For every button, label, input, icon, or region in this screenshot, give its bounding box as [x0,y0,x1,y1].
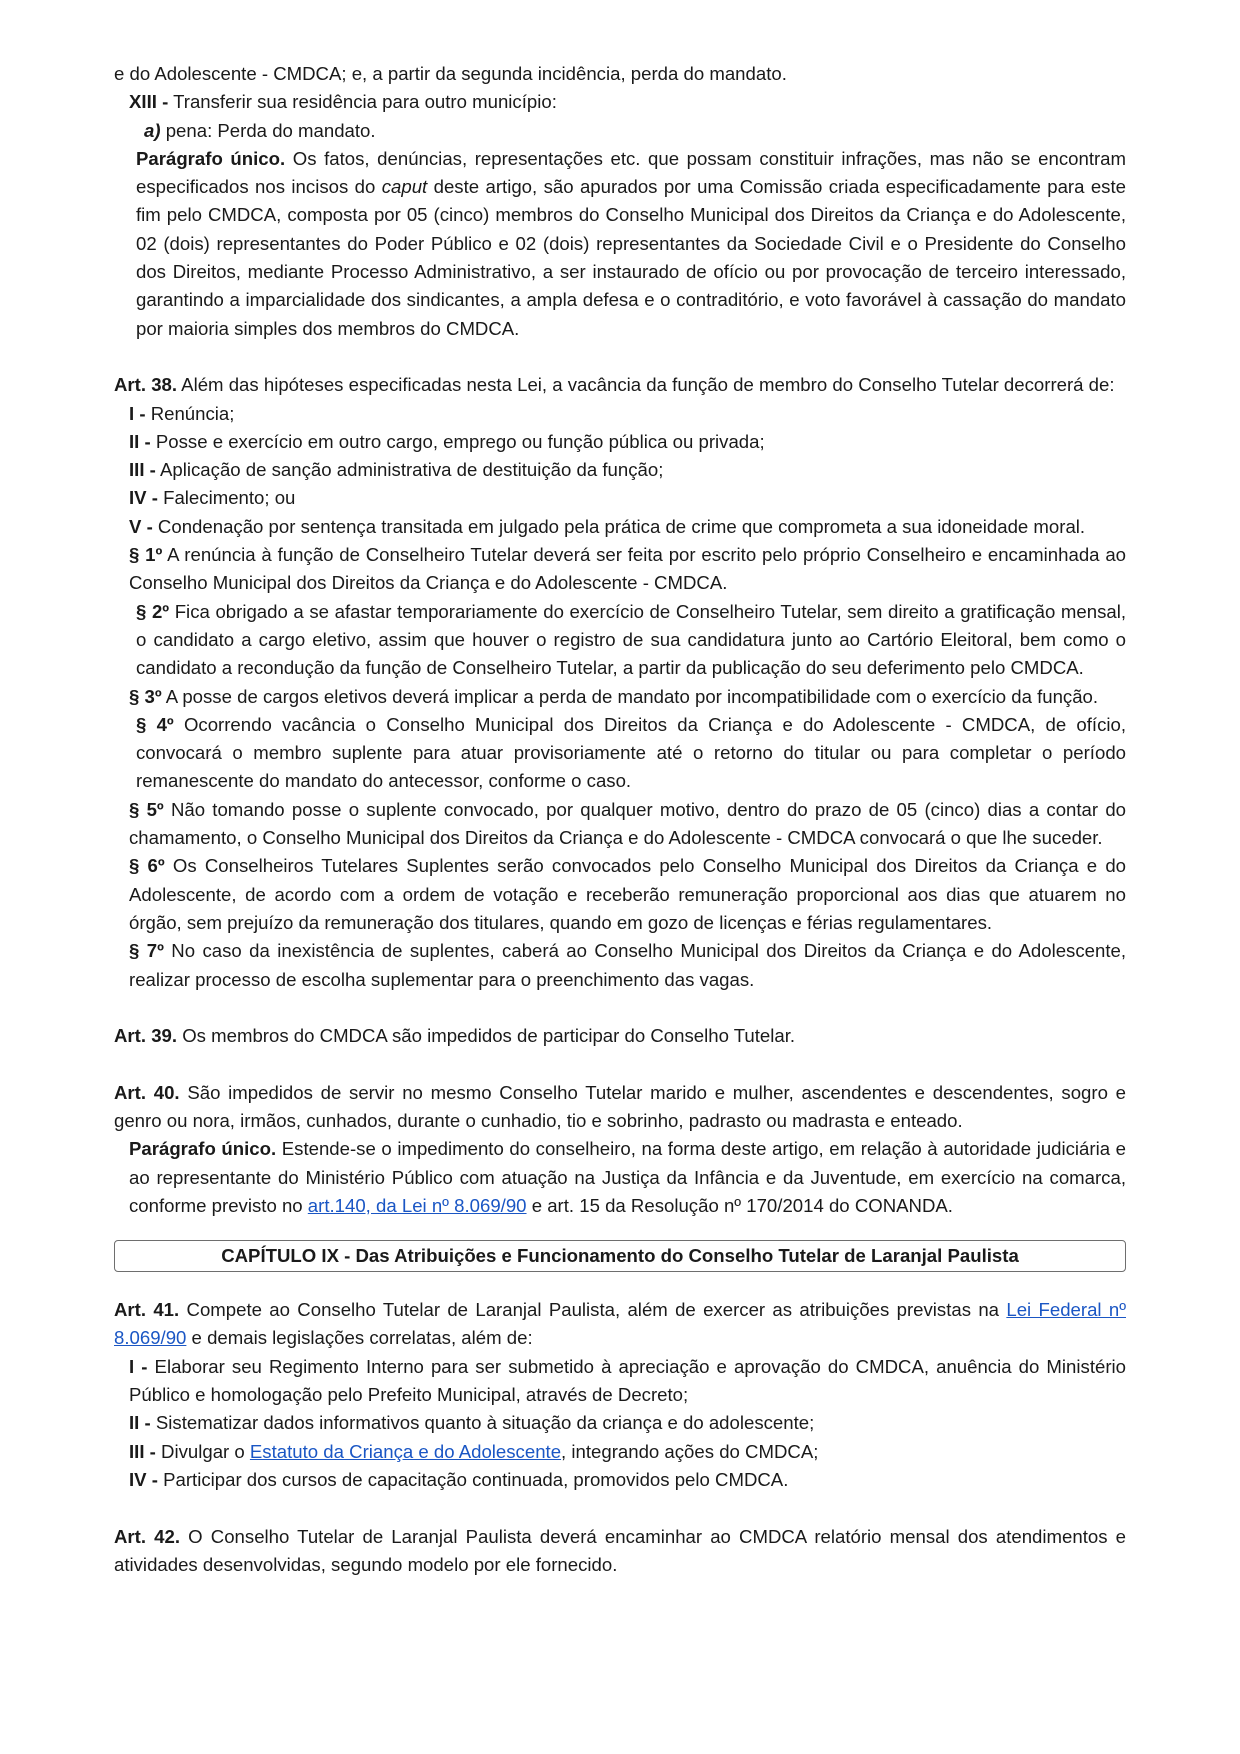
inciso-text: Posse e exercício em outro cargo, emprego ou função pública ou privada; [150,430,765,452]
paragrafo-unico-art37 [114,145,1126,343]
inciso [114,1353,1126,1410]
caput-term: caput [381,176,428,198]
chapter-heading: CAPÍTULO IX - Das Atribuições e Funcionamento do Conselho Tutelar de Laranjal Paulista [114,1240,1126,1272]
inciso-number: I - [129,402,146,424]
inciso [114,400,1126,428]
inciso-number: III - [129,459,156,481]
section-number: § 1º [129,544,163,566]
article-text: Compete ao Conselho Tutelar de Laranjal Paulista, além de exercer as atribuições previstas na [179,1299,1007,1321]
inciso-text: Transferir sua residência para outro município: [168,91,557,113]
section-number: § 2º [136,600,170,622]
lei-8069-art140-link[interactable]: art.140, da Lei nº 8.069/90 [307,1194,527,1216]
paragraph-continuation: e do Adolescente - CMDCA; e, a partir da segunda incidência, perda do mandato. [114,63,787,84]
inciso-text: Participar dos cursos de capacitação continuada, promovidos pelo CMDCA. [157,1468,789,1490]
spacer [114,343,1126,371]
paragraph-text: Estende-se o impedimento do conselheiro, na forma deste artigo, em relação à autoridade judiciária e ao representante do Ministério Público com atuação na Justiça da Infância e da Juventude, em exercício na comarca, conforme previsto no [129,1138,1127,1216]
spacer [114,1220,1126,1236]
inciso-text: Aplicação de sanção administrativa de destituição da função; [155,459,664,481]
inciso-number: III - [129,1440,156,1462]
section-text: A renúncia à função de Conselheiro Tutelar deverá ser feita por escrito pelo próprio Conselheiro e encaminhada ao Conselho Municipal dos Direitos da Criança e do Adolescente - CMDCA. [129,544,1127,594]
inciso [114,1438,1126,1466]
lei-federal-8069-link[interactable]: Lei Federal nº 8.069/90 [114,1299,1126,1349]
inciso-xiii [114,88,1126,116]
section-text: A posse de cargos eletivos deverá implicar a perda de mandato por incompatibilidade com o exercício da função. [161,685,1099,707]
inciso-number: IV - [129,1468,158,1490]
inciso-number: II - [129,1412,151,1434]
article-42 [114,1523,1126,1580]
inciso-text: , integrando ações do CMDCA; [561,1440,819,1462]
inciso [114,1466,1126,1494]
section-number: § 4º [136,713,174,735]
article-label: Art. 42. [114,1525,181,1547]
article-label: Art. 39. [114,1025,178,1047]
paragraph-section [114,711,1126,796]
paragraph-section [114,541,1126,598]
inciso-number: IV - [129,487,158,509]
section-number: § 3º [129,685,162,707]
article-text: e demais legislações correlatas, além de: [186,1327,533,1349]
section-number: § 5º [129,798,164,820]
paragrafo-unico-art40 [114,1135,1126,1220]
inciso-text: Falecimento; ou [157,487,296,509]
inciso-text: Renúncia; [145,402,235,424]
section-number: § 7º [129,940,164,962]
section-text: Fica obrigado a se afastar temporariamente do exercício de Conselheiro Tutelar, sem direito a gratificação mensal, o candidato a cargo eletivo, assim que houver o registro de sua candidatura junto ao Cartório Eleitoral, bem como o candidato a recondução da função de Conselheiro Tutelar, a partir da publicação do seu deferimento pelo CMDCA. [136,600,1127,679]
article-38 [114,371,1126,399]
article-text: Os membros do CMDCA são impedidos de participar do Conselho Tutelar. [177,1025,796,1047]
article-label: Art. 40. [114,1081,180,1103]
paragraph-section [114,683,1126,711]
article-label: Art. 38. [114,374,178,396]
inciso-number: I - [129,1355,148,1377]
inciso-text: Condenação por sentença transitada em julgado pela prática de crime que comprometa a sua idoneidade moral. [152,515,1086,537]
spacer [114,1050,1126,1078]
alinea-letter: a) [144,119,161,141]
inciso-text: Sistematizar dados informativos quanto à situação da criança e do adolescente; [150,1412,815,1434]
paragraph-text: e art. 15 da Resolução nº 170/2014 do CONANDA. [526,1194,953,1216]
inciso [114,513,1126,541]
inciso [114,456,1126,484]
inciso-text: Divulgar o [155,1440,250,1462]
inciso-number: II - [129,430,151,452]
article-40 [114,1079,1126,1136]
inciso [114,428,1126,456]
section-text: Não tomando posse o suplente convocado, por qualquer motivo, dentro do prazo de 05 (cinco) dias a contar do chamamento, o Conselho Municipal dos Direitos da Criança e do Adolescente - CMDCA convocará o que lhe suceder. [129,798,1126,849]
article-39 [114,1022,1126,1050]
section-text: Ocorrendo vacância o Conselho Municipal dos Direitos da Criança e do Adolescente - CMDCA, de ofício, convocará o membro suplente para atuar provisoriamente até o retorno do titular ou para completar o período remanescente do mandato do antecessor, conforme o caso. [136,713,1127,792]
document-page [114,60,1126,1579]
article-41 [114,1296,1126,1353]
article-text: O Conselho Tutelar de Laranjal Paulista deverá encaminhar ao CMDCA relatório mensal dos atendimentos e atividades desenvolvidas, segundo modelo por ele fornecido. [114,1525,1126,1575]
inciso [114,484,1126,512]
section-text: Os Conselheiros Tutelares Suplentes serão convocados pelo Conselho Municipal dos Direitos da Criança e do Adolescente, de acordo com a ordem de votação e receberão remuneração proporcional aos dias que atuarem no órgão, sem prejuízo da remuneração dos titulares, quando em gozo de licenças e férias regulamentares. [129,855,1127,933]
article-text: Além das hipóteses especificadas nesta Lei, a vacância da função de membro do Conselho Tutelar decorrerá de: [177,374,1115,396]
spacer [114,994,1126,1022]
estatuto-crianca-adolescente-link[interactable]: Estatuto da Criança e do Adolescente [249,1440,562,1462]
inciso [114,1409,1126,1437]
inciso-text: Elaborar seu Regimento Interno para ser submetido à apreciação e aprovação do CMDCA, anuência do Ministério Público e homologação pelo Prefeito Municipal, através de Decreto; [129,1355,1126,1406]
paragraph-section [114,852,1126,937]
alinea-a [114,117,1126,145]
spacer [114,1272,1126,1296]
paragraph-section [114,598,1126,683]
article-label: Art. 41. [114,1299,180,1321]
spacer [114,1494,1126,1522]
article-text: São impedidos de servir no mesmo Conselho Tutelar marido e mulher, ascendentes e descendentes, sogro e genro ou nora, irmãos, cunhados, durante o cunhadio, tio e sobrinho, padrasto ou madrasta e enteado. [114,1081,1126,1131]
paragraph-text: deste artigo, são apurados por uma Comissão criada especificadamente para este fim pelo CMDCA, composta por 05 (cinco) membros do Conselho Municipal dos Direitos da Criança e do Adolescente, 02 (dois) representantes do Poder Público e 02 (dois) representantes da Sociedade Civil e o Presidente do Conselho dos Direitos, mediante Processo Administrativo, a ser instaurado de ofício ou por provocação de terceiro interessado, garantindo a imparcialidade dos sindicantes, a ampla defesa e o contraditório, e voto favorável à cassação do mandato por maioria simples dos membros do CMDCA. [136,176,1126,339]
inciso-number: V - [129,515,153,537]
section-number: § 6º [129,855,165,877]
paragraph-text: Os fatos, denúncias, representações etc. que possam constituir infrações, mas não se encontram especificados nos incisos do [136,147,1127,198]
paragraph-label: Parágrafo único. [136,147,286,169]
inciso-number: XIII - [129,91,169,113]
paragraph-section [114,796,1126,853]
alinea-text: pena: Perda do mandato. [160,119,376,141]
paragraph-label: Parágrafo único. [129,1138,277,1160]
section-text: No caso da inexistência de suplentes, caberá ao Conselho Municipal dos Direitos da Criança e do Adolescente, realizar processo de escolha suplementar para o preenchimento das vagas. [129,940,1127,990]
paragraph-section [114,937,1126,994]
